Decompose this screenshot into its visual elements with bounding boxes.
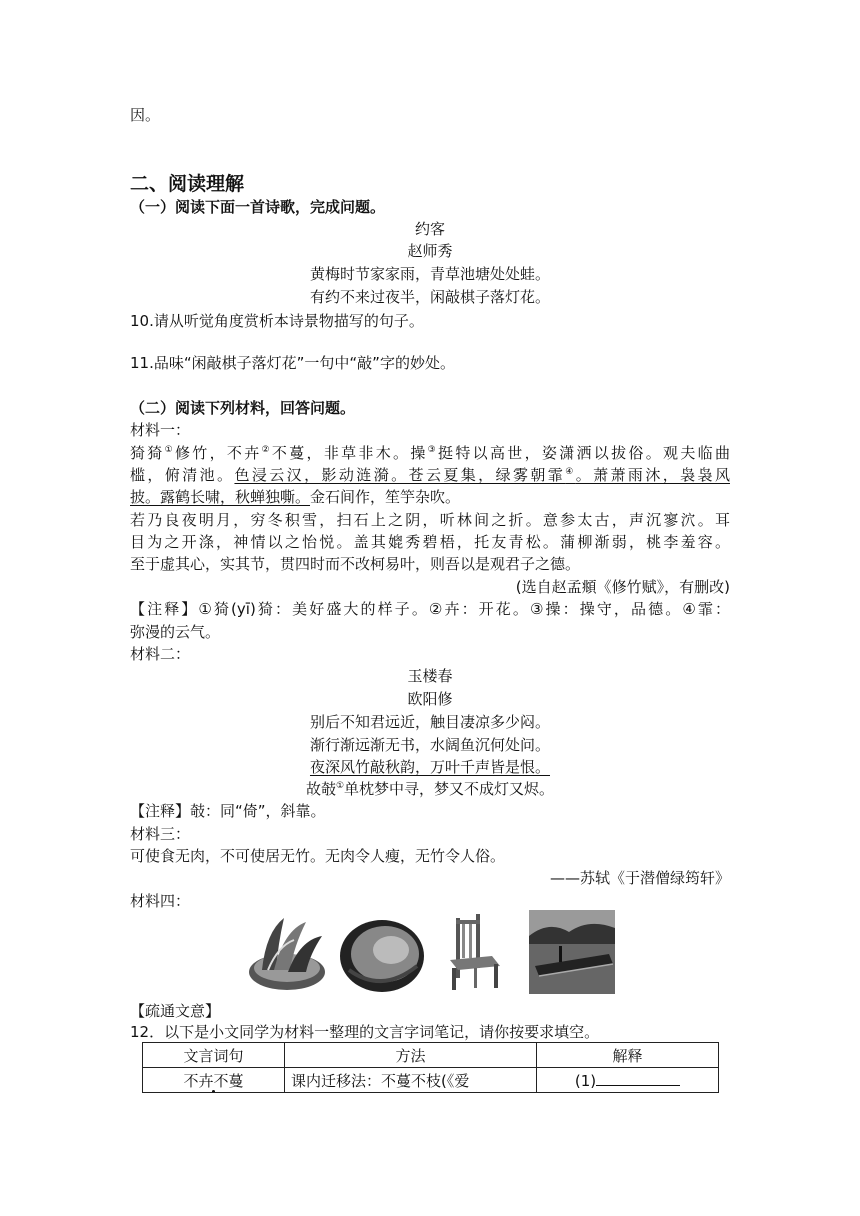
material1-line: 至于虚其心，实其节，贯四时而不改柯易叶，则吾以是观君子之德。 [130,555,581,573]
ci-line: 别后不知君远近，触目凄凉多少闷。 [309,713,550,731]
ci-title: 玉楼春 [407,667,453,685]
underlined-sentence: 色浸云汉，影动涟漪。苍云夏集，绿雾朝霏④。萧萧雨沐，袅袅风 [234,466,730,484]
bamboo-shoots-icon [244,910,330,994]
ci-line [130,756,730,778]
poem-line: 有约不来过夜半，闲敲棋子落灯花。 [309,288,550,306]
ci-line: 渐行渐远渐无书，水阔鱼沉何处问。 [309,736,550,754]
table-header: 方法 [285,1043,537,1068]
underlined-sentence: 披。露鹤长啸，秋蝉独嘶。 [130,488,311,506]
material1-source: (选自赵孟頫《修竹赋》，有删改) [515,578,730,596]
ci-author: 欧阳修 [407,690,453,708]
material1-note: 弥漫的云气。 [130,623,221,641]
material3-source: ——苏轼《于潜僧绿筠轩》 [549,869,730,887]
part1-heading: （一）阅读下面一首诗歌，完成问题。 [130,198,386,216]
material1-line: 披。露鹤长啸，秋蝉独嘶。金石间作，笙竽杂吹。 [130,488,461,506]
table-cell: (1) [537,1068,719,1093]
material4-images [244,910,616,994]
table-cell [143,1068,285,1093]
ci-line: 故攲①单枕梦中寻，梦又不成灯又烬。 [305,780,555,798]
bamboo-chair-icon [434,910,520,994]
question-12: 12．以下是小文同学为材料一整理的文言字词笔记，请你按要求填空。 [130,1023,600,1041]
vocab-table [142,1042,719,1093]
material4-label: 材料四： [130,892,191,910]
bamboo-raft-icon [529,910,615,994]
table-header: 解释 [537,1043,719,1068]
shutong-heading: 【疏通文意】 [130,1002,221,1020]
material1-label: 材料一： [130,421,191,439]
material3-text: 可使食无肉，不可使居无竹。无肉令人瘦，无竹令人俗。 [130,847,506,865]
section-title: 二、阅读理解 [130,173,245,195]
answer-blank[interactable] [596,1071,680,1086]
material1-line: 若乃良夜明月，穷冬积雪，扫石上之阴，听林间之折。意参太古，声沉寥泬。耳 [130,511,730,529]
material1-line: 猗猗①修竹，不卉②不蔓，非草非木。操③挺特以高世，姿潇洒以拔俗。观夫临曲 [130,444,730,462]
table-header-row [143,1043,719,1068]
table-header: 文言词句 [143,1043,285,1068]
emphasized-text: 不卉不蔓 [183,1071,244,1090]
text-fragment: 因。 [130,106,161,124]
underlined-sentence: 夜深风竹敲秋韵，万叶千声皆是恨。 [309,758,550,776]
material2-note: 【注释】攲：同“倚”，斜靠。 [130,802,326,820]
poem-author: 赵师秀 [407,242,453,260]
poem-line: 黄梅时节家家雨，青草池塘处处蛙。 [309,265,550,283]
part2-heading: （二）阅读下列材料，回答问题。 [130,399,356,417]
table-cell: 课内迁移法：不蔓不枝(《爱 [285,1068,537,1093]
material1-line: 目为之开涤，神情以之怡悦。盖其媲秀碧梧，托友青松。蒲柳渐弱，桃李羞容。 [130,533,730,551]
question-11: 11.品味“闲敲棋子落灯花”一句中“敲”字的妙处。 [130,354,455,372]
bamboo-hat-icon [339,910,425,994]
question-10: 10.请从听觉角度赏析本诗景物描写的句子。 [130,312,424,330]
material2-label: 材料二： [130,645,191,663]
poem-title: 约客 [414,220,445,238]
material1-line: 槛，俯清池。色浸云汉，影动涟漪。苍云夏集，绿雾朝霏④。萧萧雨沐，袅袅风 [130,466,730,484]
material1-note: 【注释】①猗(yī)猗：美好盛大的样子。②卉：开花。③操：操守，品德。④霏： [130,600,730,618]
material3-label: 材料三： [130,825,191,843]
table-row [143,1068,719,1093]
